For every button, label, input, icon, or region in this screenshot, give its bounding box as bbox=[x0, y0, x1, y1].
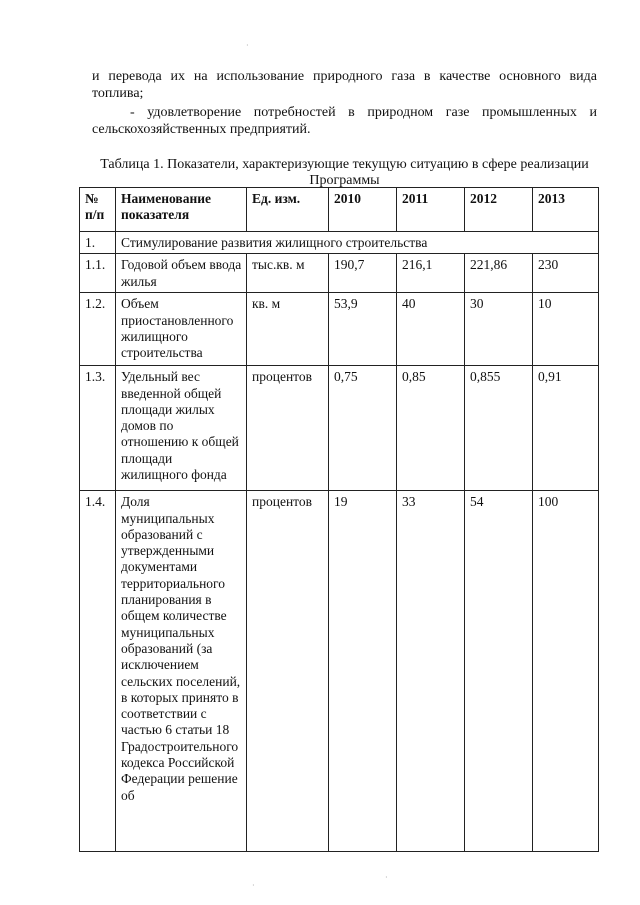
header-year-2010: 2010 bbox=[329, 188, 397, 232]
row-value-2013: 0,91 bbox=[533, 366, 599, 491]
row-value-2012: 30 bbox=[465, 293, 533, 366]
row-value-2013: 230 bbox=[533, 254, 599, 293]
row-value-2011: 216,1 bbox=[397, 254, 465, 293]
list-dash: - bbox=[130, 105, 135, 120]
header-indicator-name: Наименование показателя bbox=[116, 188, 247, 232]
table-row bbox=[80, 293, 599, 366]
table-header-row bbox=[80, 188, 599, 232]
scan-dot: · bbox=[252, 881, 255, 890]
row-number: 1.2. bbox=[80, 293, 116, 366]
row-value-2010: 190,7 bbox=[329, 254, 397, 293]
row-indicator-name: Доля муниципальных образований с утвержденными документами территориального планирования в общем количестве муниципальных образований (за исключением сельских поселений, в которых принято в соответствии с частью 6 статьи 18 Градостроительного кодекса Российской Федерации решение об bbox=[116, 491, 247, 852]
row-unit: процентов bbox=[247, 366, 329, 491]
row-value-2011: 0,85 bbox=[397, 366, 465, 491]
intro-paragraph-2 bbox=[92, 104, 597, 138]
row-value-2012: 0,855 bbox=[465, 366, 533, 491]
indicators-table bbox=[79, 187, 599, 852]
row-value-2010: 19 bbox=[329, 491, 397, 852]
header-year-2011: 2011 bbox=[397, 188, 465, 232]
row-indicator-name: Годовой объем ввода жилья bbox=[116, 254, 247, 293]
header-number: № п/п bbox=[80, 188, 116, 232]
header-year-2013: 2013 bbox=[533, 188, 599, 232]
row-number: 1.4. bbox=[80, 491, 116, 852]
section-title: Стимулирование развития жилищного строительства bbox=[116, 232, 599, 254]
row-unit: процентов bbox=[247, 491, 329, 852]
row-value-2011: 40 bbox=[397, 293, 465, 366]
row-number: 1.1. bbox=[80, 254, 116, 293]
table-section-row bbox=[80, 232, 599, 254]
table-row bbox=[80, 491, 599, 852]
header-unit: Ед. изм. bbox=[247, 188, 329, 232]
table-row bbox=[80, 366, 599, 491]
row-indicator-name: Удельный вес введенной общей площади жилых домов по отношению к общей площади жилищного фонда bbox=[116, 366, 247, 491]
intro-paragraph-1: и перевода их на использование природного газа в качестве основного вида топлива; bbox=[92, 69, 597, 101]
row-number: 1.3. bbox=[80, 366, 116, 491]
header-year-2012: 2012 bbox=[465, 188, 533, 232]
row-unit: тыс.кв. м bbox=[247, 254, 329, 293]
table-caption: Таблица 1. Показатели, характеризующие текущую ситуацию в сфере реализации Программы bbox=[100, 157, 589, 188]
row-value-2013: 100 bbox=[533, 491, 599, 852]
intro-paragraph-2-text: удовлетворение потребностей в природном газе промышленных и сельскохозяйственных предприятий. bbox=[92, 105, 597, 137]
section-number: 1. bbox=[80, 232, 116, 254]
scan-dot: · bbox=[385, 873, 388, 882]
row-value-2011: 33 bbox=[397, 491, 465, 852]
row-value-2012: 221,86 bbox=[465, 254, 533, 293]
row-value-2010: 53,9 bbox=[329, 293, 397, 366]
row-indicator-name: Объем приостановленного жилищного строительства bbox=[116, 293, 247, 366]
table-row bbox=[80, 254, 599, 293]
row-value-2010: 0,75 bbox=[329, 366, 397, 491]
scan-dot: · bbox=[246, 41, 249, 50]
row-value-2012: 54 bbox=[465, 491, 533, 852]
row-value-2013: 10 bbox=[533, 293, 599, 366]
row-unit: кв. м bbox=[247, 293, 329, 366]
